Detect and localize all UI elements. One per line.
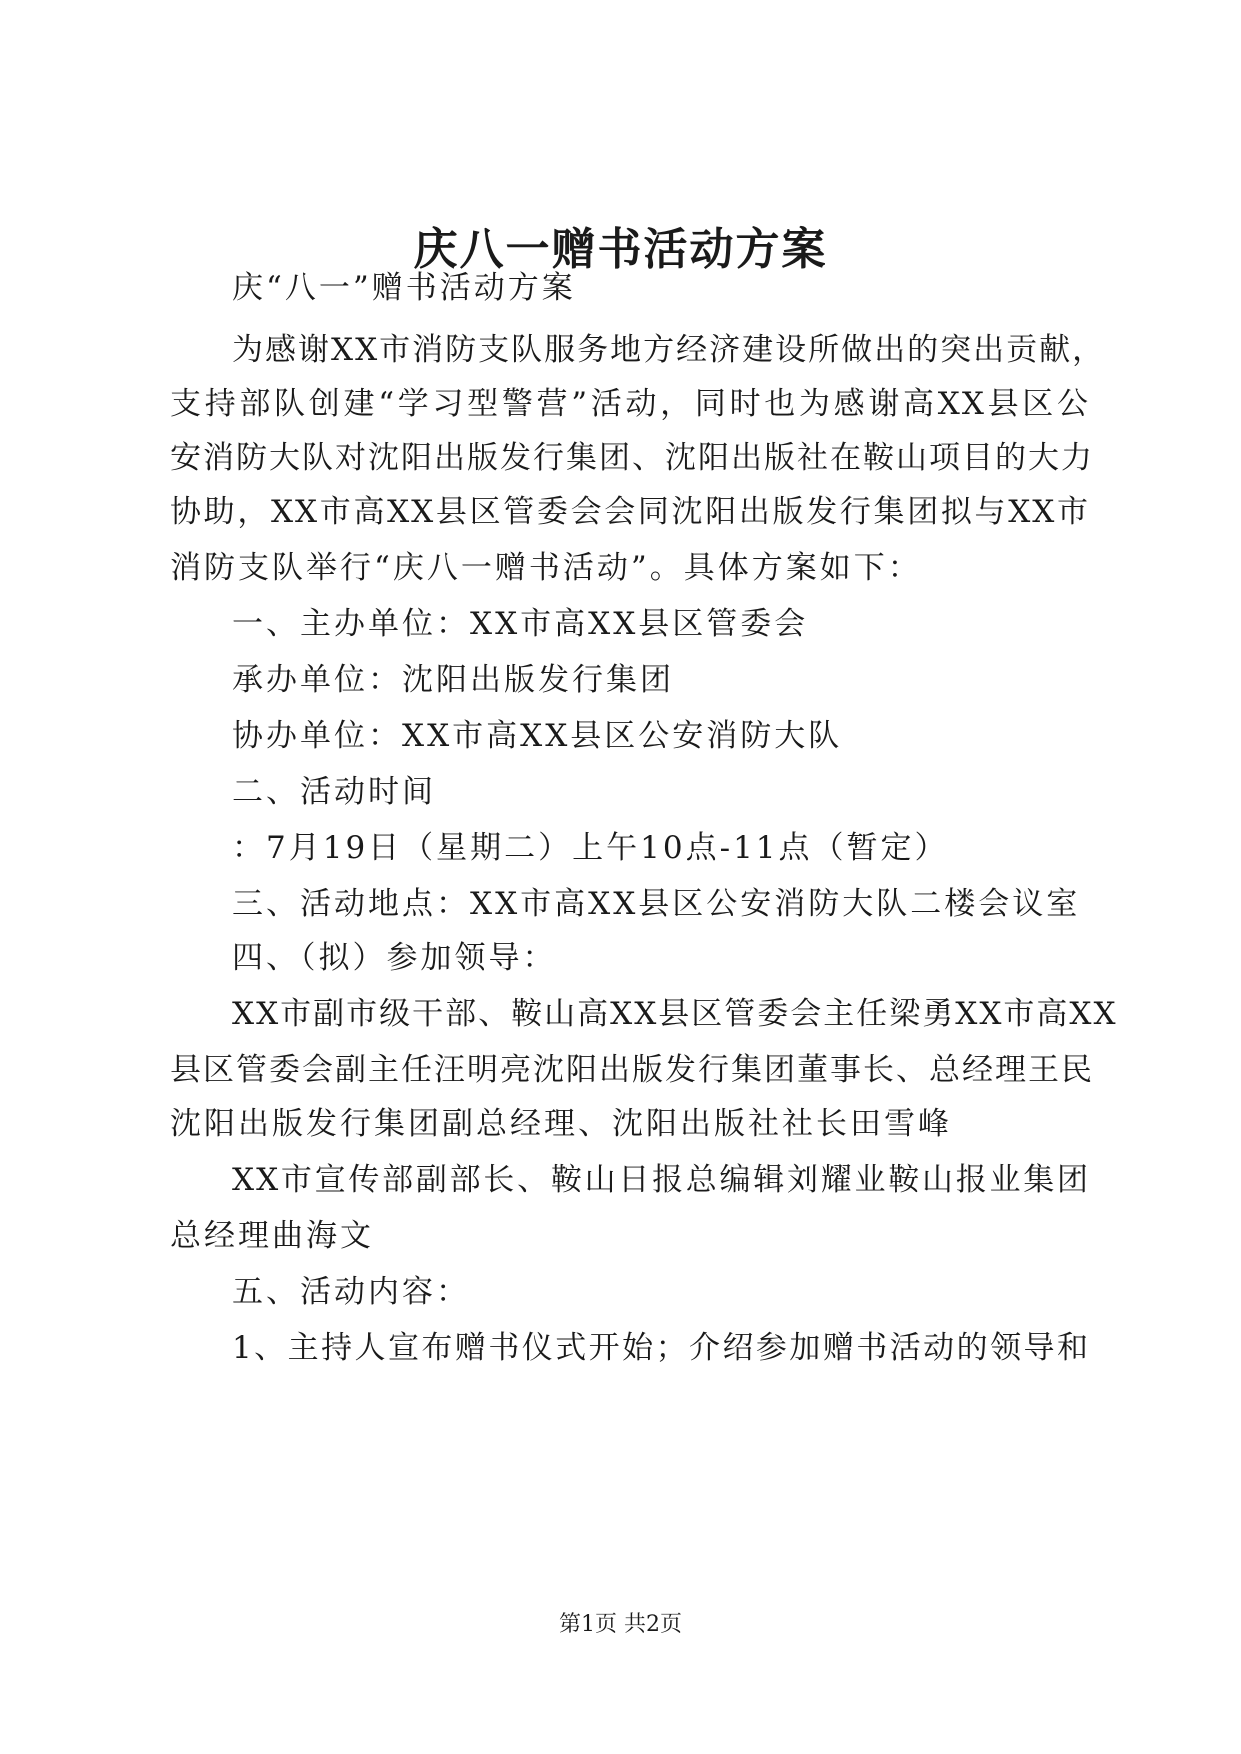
location-line: 三、活动地点：XX市高XX县区公安消防大队二楼会议室 [232, 886, 1081, 922]
leaders-line: XX市宣传部副部长、鞍山日报总编辑刘耀业鞍山报业集团 [232, 1162, 1090, 1198]
leaders-line: XX市副市级干部、鞍山高XX县区管委会主任梁勇XX市高XX [232, 996, 1118, 1032]
subtitle-line: 庆“八一”赠书活动方案 [232, 270, 576, 306]
paragraph-line: 安消防大队对沈阳出版发行集团、沈阳出版社在鞍山项目的大力 [170, 440, 1094, 476]
paragraph-line: 为感谢XX市消防支队服务地方经济建设所做出的突出贡献， [232, 332, 1106, 368]
paragraph-line: 支持部队创建“学习型警营”活动，同时也为感谢高XX县区公 [170, 386, 1090, 422]
paragraph-line: 协助，XX市高XX县区管委会会同沈阳出版发行集团拟与XX市 [170, 494, 1090, 530]
page-footer: 第1页 共2页 [559, 1612, 682, 1637]
leaders-line: 县区管委会副主任汪明亮沈阳出版发行集团董事长、总经理王民 [170, 1052, 1094, 1088]
leaders-line: 总经理曲海文 [170, 1218, 374, 1254]
time-line: ：7月19日（星期二）上午10点-11点（暂定） [232, 830, 949, 866]
leaders-line: 沈阳出版发行集团副总经理、沈阳出版社社长田雪峰 [170, 1106, 952, 1142]
organizer-line: 一、主办单位：XX市高XX县区管委会 [232, 606, 809, 642]
document-title: 庆八一赠书活动方案 [413, 224, 828, 275]
host-line: 承办单位：沈阳出版发行集团 [232, 662, 674, 698]
section-heading: 二、活动时间 [232, 774, 436, 810]
content-item: 1、主持人宣布赠书仪式开始；介绍参加赠书活动的领导和 [232, 1330, 1090, 1366]
section-heading: 五、活动内容： [232, 1274, 470, 1310]
section-heading: 四、（拟）参加领导： [232, 940, 557, 976]
co-organizer-line: 协办单位：XX市高XX县区公安消防大队 [232, 718, 843, 754]
paragraph-line: 消防支队举行“庆八一赠书活动”。具体方案如下： [170, 550, 922, 586]
